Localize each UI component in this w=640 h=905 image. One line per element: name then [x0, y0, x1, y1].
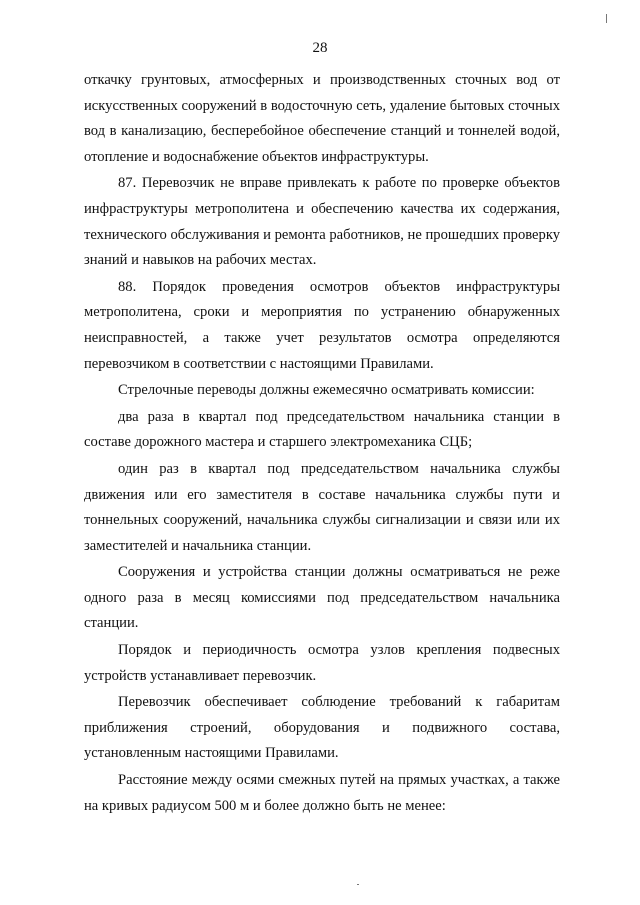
scan-mark [606, 14, 607, 23]
page-number: 28 [312, 40, 328, 56]
paragraph-suspension-inspection: Порядок и периодичность осмотра узлов крепления подвесных устройств устанавливает перевозчик. [84, 642, 560, 684]
paragraph-track-spacing: Расстояние между осями смежных путей на прямых участках, а также на кривых радиусом 500 м и более должно быть не менее: [84, 772, 560, 814]
paragraph-switches-station: два раза в квартал под председательством начальника станции в составе дорожного мастера и старшего электромеханика СЦБ; [84, 408, 560, 451]
paragraph-station-inspection: Сооружения и устройства станции должны осматриваться не реже одного раза в месяц комиссиями под председательством начальника станции. [84, 564, 560, 632]
paragraph-88: 88. Порядок проведения осмотров объектов инфраструктуры метрополитена, сроки и мероприятия по устранению обнаруженных неисправностей, а также учет результатов осмотра определяются перевозчиком в соответствии с настоящими Правилами. [84, 278, 560, 372]
paragraph-87: 87. Перевозчик не вправе привлекать к работе по проверке объектов инфраструктуры метрополитена и обеспечению качества их содержания, технического обслуживания и ремонта работников, не прошедших проверку знаний и навыков на рабочих местах. [84, 175, 560, 269]
paragraph-switches-intro: Стрелочные переводы должны ежемесячно осматривать комиссии: [118, 382, 535, 399]
paragraph-continuation: откачку грунтовых, атмосферных и производственных сточных вод от искусственных сооружений в водосточную сеть, удаление бытовых сточных вод в канализацию, бесперебойное обеспечение станций и тоннелей водой, отопление и водоснабжение объектов инфраструктуры. [84, 72, 560, 165]
document-body [84, 68, 560, 819]
paragraph-clearance: Перевозчик обеспечивает соблюдение требований к габаритам приближения строений, оборудования и подвижного состава, установленным настоящими Правилами. [84, 694, 560, 762]
scan-mark [357, 884, 359, 885]
paragraph-switches-service: один раз в квартал под председательством начальника службы движения или его заместителя в составе начальника службы пути и тоннельных сооружений, начальника службы сигнализации и связи или их заместителей и начальника станции. [84, 460, 560, 554]
